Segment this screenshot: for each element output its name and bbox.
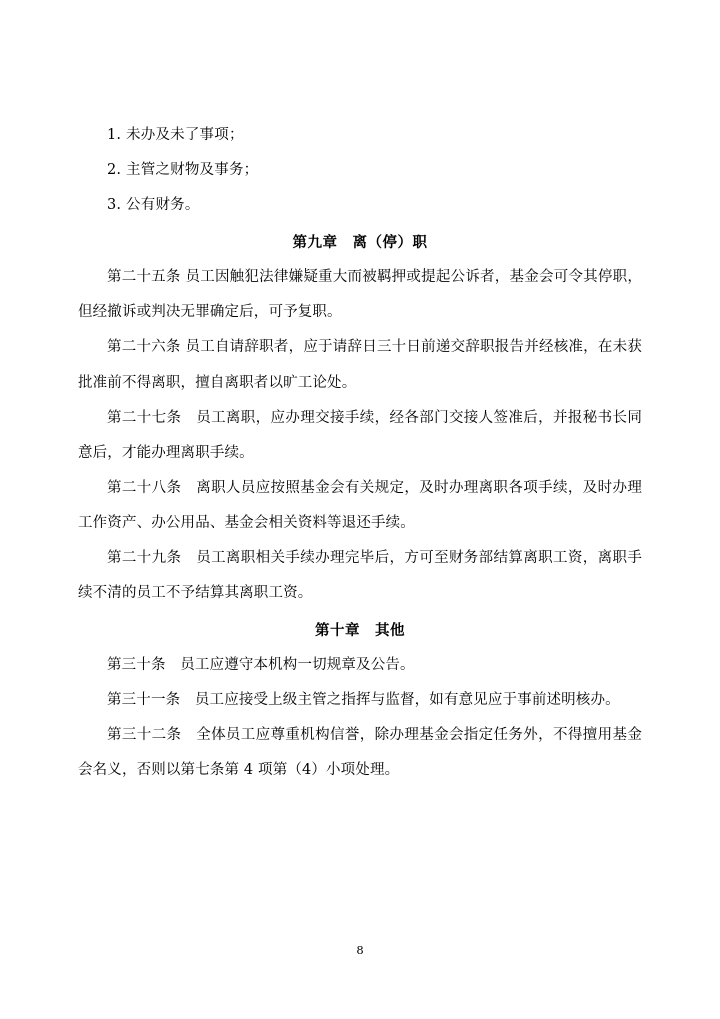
article-paragraph: 第三十一条 员工应接受上级主管之指挥与监督，如有意见应于事前述明核办。 <box>107 692 620 709</box>
article-paragraph: 第二十八条 离职人员应按照基金会有关规定，及时办理离职各项手续，及时办理工作资产、办公用品、基金会相关资料等退还手续。 <box>78 479 642 531</box>
article-paragraph: 第二十九条 员工离职相关手续办理完毕后，方可至财务部结算离职工资，离职手续不清的员工不予结算其离职工资。 <box>78 549 642 602</box>
list-item: 2. 主管之财物及事务； <box>107 162 259 179</box>
list-item: 3. 公有财务。 <box>107 197 200 214</box>
list-item: 1. 未办及未了事项； <box>107 127 244 143</box>
section-heading: 第十章 其他 <box>315 622 405 640</box>
article-paragraph: 第三十条 员工应遵守本机构一切规章及公告。 <box>107 657 415 674</box>
article-paragraph: 第二十七条 员工离职，应办理交接手续，经各部门交接人签准后，并报秘书长同意后，才能办理离职手续。 <box>78 409 642 461</box>
page-number: 8 <box>356 943 364 957</box>
document-body <box>78 118 642 788</box>
section-heading: 第九章 离（停）职 <box>292 234 428 252</box>
article-paragraph: 第三十二条 全体员工应尊重机构信誉，除办理基金会指定任务外，不得擅用基金会名义，否则以第七条第 4 项第（4）小项处理。 <box>78 727 642 779</box>
article-paragraph: 第二十六条 员工自请辞职者，应于请辞日三十日前递交辞职报告并经核准，在未获批准前不得离职，擅自离职者以旷工论处。 <box>78 339 642 391</box>
article-paragraph: 第二十五条 员工因触犯法律嫌疑重大而被羁押或提起公诉者，基金会可令其停职，但经撤诉或判决无罪确定后，可予复职。 <box>78 269 642 321</box>
